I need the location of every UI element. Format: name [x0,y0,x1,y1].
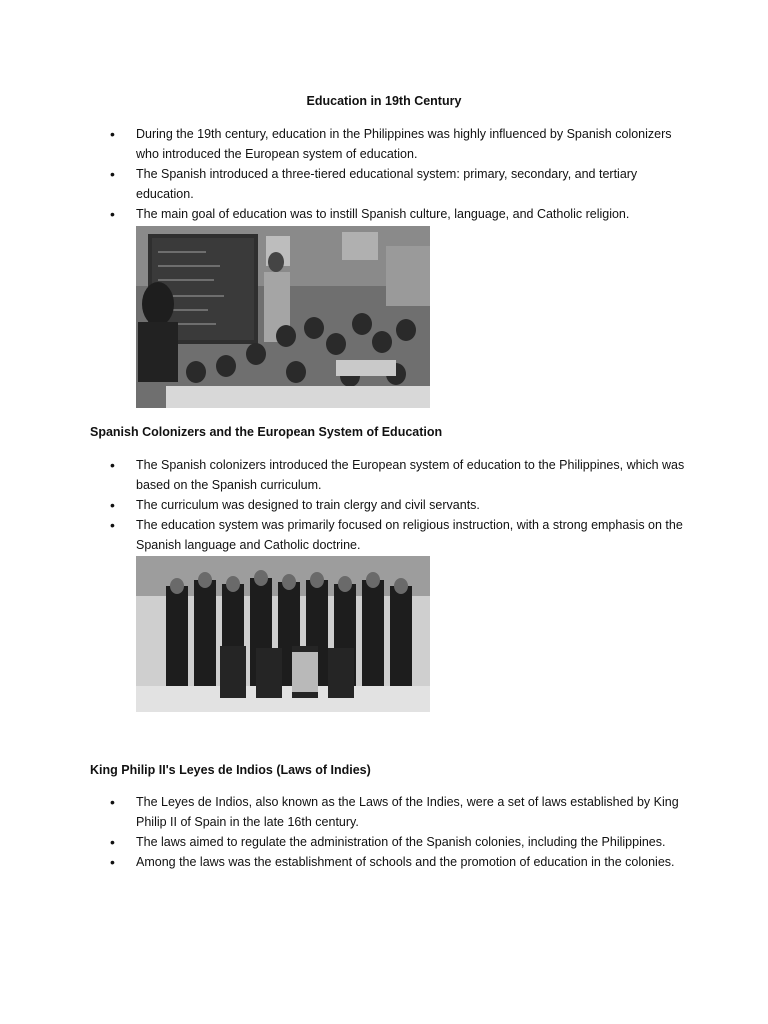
list-item: • During the 19th century, education in the Philippines was highly influenced by Spanish colonizers who introduced the European system of education. [108,124,688,164]
list-item: • Among the laws was the establishment of schools and the promotion of education in the colonies. [108,852,688,872]
section-heading-spanish-colonizers: Spanish Colonizers and the European System of Education [90,425,443,439]
list-item: • The Spanish colonizers introduced the European system of education to the Philippines, which was based on the Spanish curriculum. [108,455,688,495]
page-title: Education in 19th Century [306,94,462,108]
list-item: • The Spanish introduced a three-tiered educational system: primary, secondary, and tertiary education. [108,164,688,204]
list-item: • The education system was primarily focused on religious instruction, with a strong emphasis on the Spanish language and Catholic doctrine. [108,515,688,555]
list-item: • The curriculum was designed to train clergy and civil servants. [108,495,688,515]
bullet-list-laws-of-indies [108,792,688,872]
list-item: • The Leyes de Indios, also known as the Laws of the Indies, were a set of laws established by King Philip II of Spain in the late 16th century. [108,792,688,832]
list-item: • The main goal of education was to instill Spanish culture, language, and Catholic religion. [108,204,688,224]
group-portrait-photo [136,556,430,712]
bullet-list-spanish-system [108,455,688,555]
classroom-photo [136,226,430,408]
bullet-list-education [108,124,688,224]
list-item: • The laws aimed to regulate the administration of the Spanish colonies, including the Philippines. [108,832,688,852]
section-heading-laws-of-indies: King Philip II's Leyes de Indios (Laws of Indies) [90,763,371,777]
